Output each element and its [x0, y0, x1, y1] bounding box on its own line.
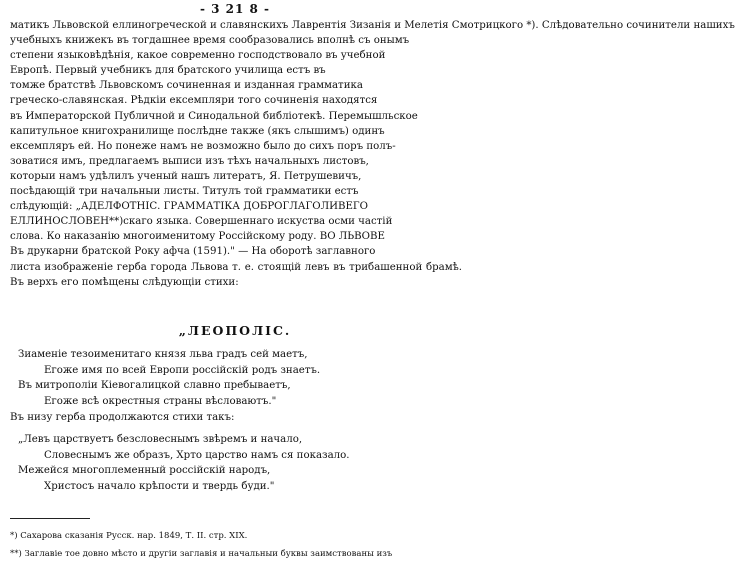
poem-title: „ЛЕОПОЛІС. [178, 323, 292, 338]
main-paragraph [10, 18, 735, 290]
verse-intro: Въ низу герба продолжаются стихи такъ: [10, 412, 235, 423]
text-line: посѣдающій три начальныи листы. Титулъ той грамматики естъ [10, 186, 359, 198]
text-line: въ Императорской Публичной и Синодальной библіотекѣ. Перемышльское [10, 110, 418, 122]
text-line: капитульное книгохранилище послѣдне также (якъ слышимъ) одинъ [10, 125, 385, 137]
text-line: Европѣ. Первый учебникъ для братского училища естъ въ [10, 65, 326, 77]
verse-line: „Левъ царствуетъ безсловеснымъ звѣремъ и начало, [18, 434, 303, 445]
verse-line: Словеснымъ же образъ, Хрто царство намъ ся показало. [44, 449, 350, 461]
text-line: степени языковѣдѣнія, какое современно господствовало въ учебной [10, 50, 386, 62]
verse-line: Межейся многоплеменный россійскій народъ, [18, 465, 271, 476]
verse-line: Егоже всѣ окрестныя страны вѣсловаютъ." [44, 395, 277, 407]
text-line: ЕЛЛИНОСЛОВЕН**)скаго языка. Совершеннаго искуства осми частій [10, 216, 393, 228]
text-line: слова. Ко наказанію многоименитому Россійскому роду. ВО ЛЬВОВЕ [10, 231, 385, 243]
footnote-1: *) Сахарова сказанія Русск. нар. 1849, Т. II. стр. XIX. [10, 531, 248, 541]
verse-line: Егоже имя по всей Европи россійскій родъ знаетъ. [44, 364, 321, 376]
text-line: Въ друкарни братской Року афча (1591)." — На оборотѣ заглавного [10, 246, 376, 258]
footnote-2: **) Заглавіе тое довно мѣсто и другіи заглавія и начальныи буквы заимствованы изъ [10, 549, 393, 559]
text-line: листа изображеніе герба города Львова т. е. стоящій левъ въ трибашенной брамѣ. Въ верхъ его помѣщены слѣдующіи стихи: [10, 261, 462, 288]
verse-block-2 [18, 432, 458, 494]
page-number: - 3 21 8 - [199, 2, 271, 16]
text-line: матикъ Львовской еллиногреческой и славянскихъ Лаврентія Зизанія и Мелетія Смотрицкого *). Слѣдовательно сочинители нашихъ [10, 20, 735, 31]
verse-block-1 [18, 347, 458, 409]
footnote-divider [10, 518, 90, 519]
text-line: зоватися имъ, предлагаемъ выписи изъ тѣхъ начальныхъ листовъ, [10, 155, 369, 167]
text-line: учебныхъ книжекъ въ тогдашнее время сообразовались вполнѣ съ онымъ [10, 35, 410, 47]
text-line: греческо-славянская. Рѣдкіи ексемпляри того сочиненія находятся [10, 95, 378, 107]
text-line: слѣдующій: „АДЕЛФОТНІС. ГРАММАТІКА ДОБРОГЛАГОЛИВЕГО [10, 201, 368, 213]
text-line: ексемпляръ ей. Но понеже намъ не возможно было до сихъ поръ полъ- [10, 140, 396, 152]
verse-line: Зиаменіе тезоименитаго князя льва градъ сей маетъ, [18, 349, 308, 360]
verse-line: Въ митрополіи Кіевогалицкой славно пребываетъ, [18, 380, 291, 391]
text-line: которыи намъ удѣлилъ ученый нашъ литератъ, Я. Петрушевичъ, [10, 170, 362, 182]
verse-line: Христосъ начало крѣпости и твердь буди." [44, 480, 275, 492]
text-line: томже братствѣ Львовскомъ сочиненная и изданная грамматика [10, 80, 363, 92]
